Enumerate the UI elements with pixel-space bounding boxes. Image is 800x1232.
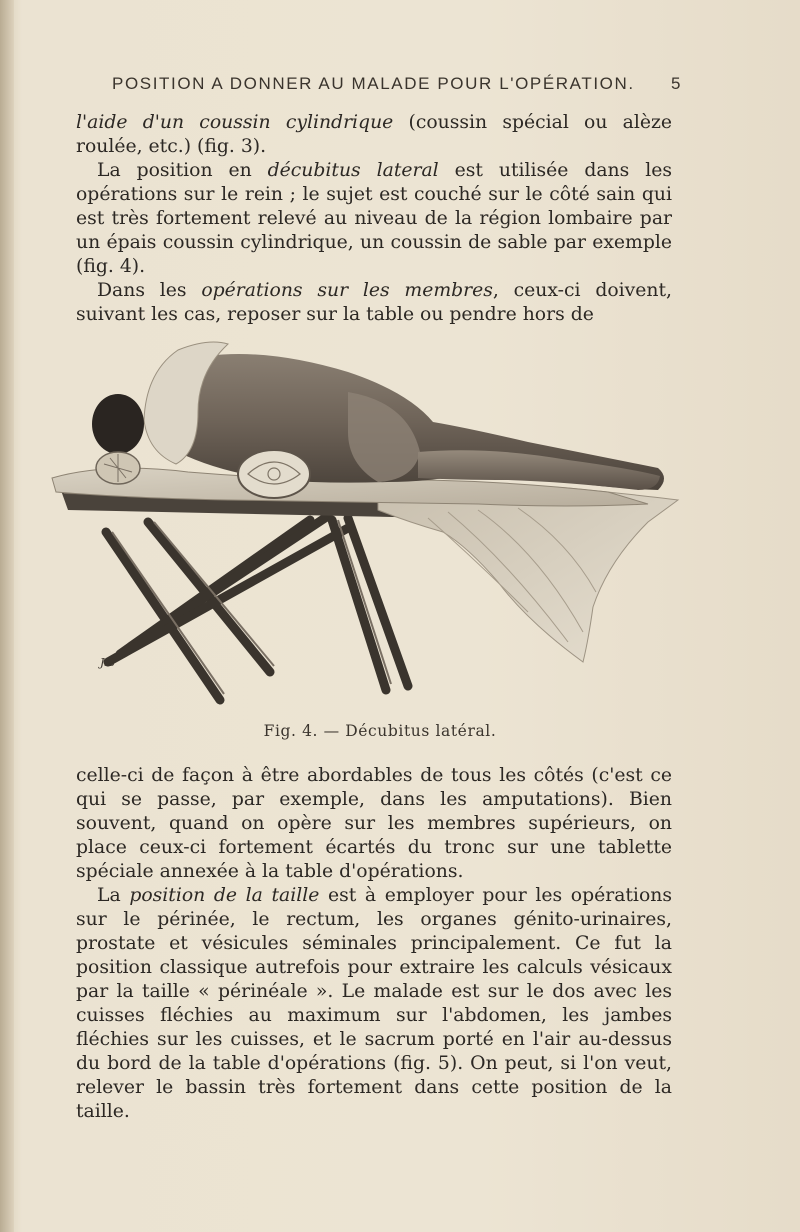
- paragraph-3: [76, 279, 672, 327]
- page-number: 5: [670, 74, 682, 93]
- text-block-top: [76, 111, 672, 327]
- figure-caption: Fig. 4. — Décubitus latéral.: [263, 722, 497, 740]
- running-head: [112, 74, 682, 94]
- paragraph-2-lead: La position en: [97, 160, 268, 181]
- paragraph-3-text: , ceux-ci doivent, suivant les cas, reposer sur la table ou pendre hors de: [76, 280, 672, 325]
- text-block-bottom: [76, 764, 672, 1124]
- paragraph-5: [76, 884, 672, 1124]
- paragraph-2: [76, 159, 672, 279]
- running-title: POSITION A DONNER AU MALADE POUR L'OPÉRATION.: [112, 74, 635, 93]
- figure-illustration: [48, 332, 688, 712]
- page-gutter: [0, 0, 14, 1232]
- paragraph-1: [76, 111, 672, 159]
- table-legs: [106, 516, 408, 700]
- paragraph-5-text: est à employer pour les opérations sur le périnée, le rectum, les organes génito-urinaires, prostate et vésicules séminales principalement. Ce fut la position classique autrefois pour extraire les calculs vésicaux par la taille « périnéale ». Le malade est sur le dos avec les cuisses fléchies au maximum sur l'abdomen, les jambes fléchies sur les cuisses, et le sacrum porté en l'air au-dessus du bord de la table d'opérations (fig. 5). On peut, si l'on veut, relever le bassin très fortement dans cette position de la taille.: [76, 885, 672, 1122]
- lateral-decubitus-engraving: [48, 332, 688, 712]
- engraver-mark: J.B: [100, 656, 116, 669]
- paragraph-5-lead: La: [97, 885, 130, 906]
- paragraph-1-text: (coussin spécial ou alèze roulée, etc.) (fig. 3).: [76, 112, 672, 157]
- paragraph-1-italic: l'aide d'un coussin cylindrique: [76, 112, 394, 133]
- hanging-drape: [378, 482, 678, 662]
- paragraph-2-italic: décubitus lateral: [267, 160, 439, 181]
- paragraph-5-italic: position de la taille: [129, 885, 320, 906]
- paragraph-2-text: est utilisée dans les opérations sur le rein ; le sujet est couché sur le côté sain qui est très fortement relevé au niveau de la région lombaire par un épais coussin cylindrique, un coussin de sable par exemple (fig. 4).: [76, 160, 672, 277]
- paragraph-3-italic: opérations sur les membres: [201, 280, 493, 301]
- patient-head: [92, 394, 144, 454]
- paragraph-4: celle-ci de façon à être abordables de tous les côtés (c'est ce qui se passe, par exemple, dans les amputations). Bien souvent, quand on opère sur les membres supérieurs, on place ceux-ci fortement écartés du tronc sur une tablette spéciale annexée à la table d'opérations.: [76, 765, 672, 882]
- paragraph-3-lead: Dans les: [97, 280, 202, 301]
